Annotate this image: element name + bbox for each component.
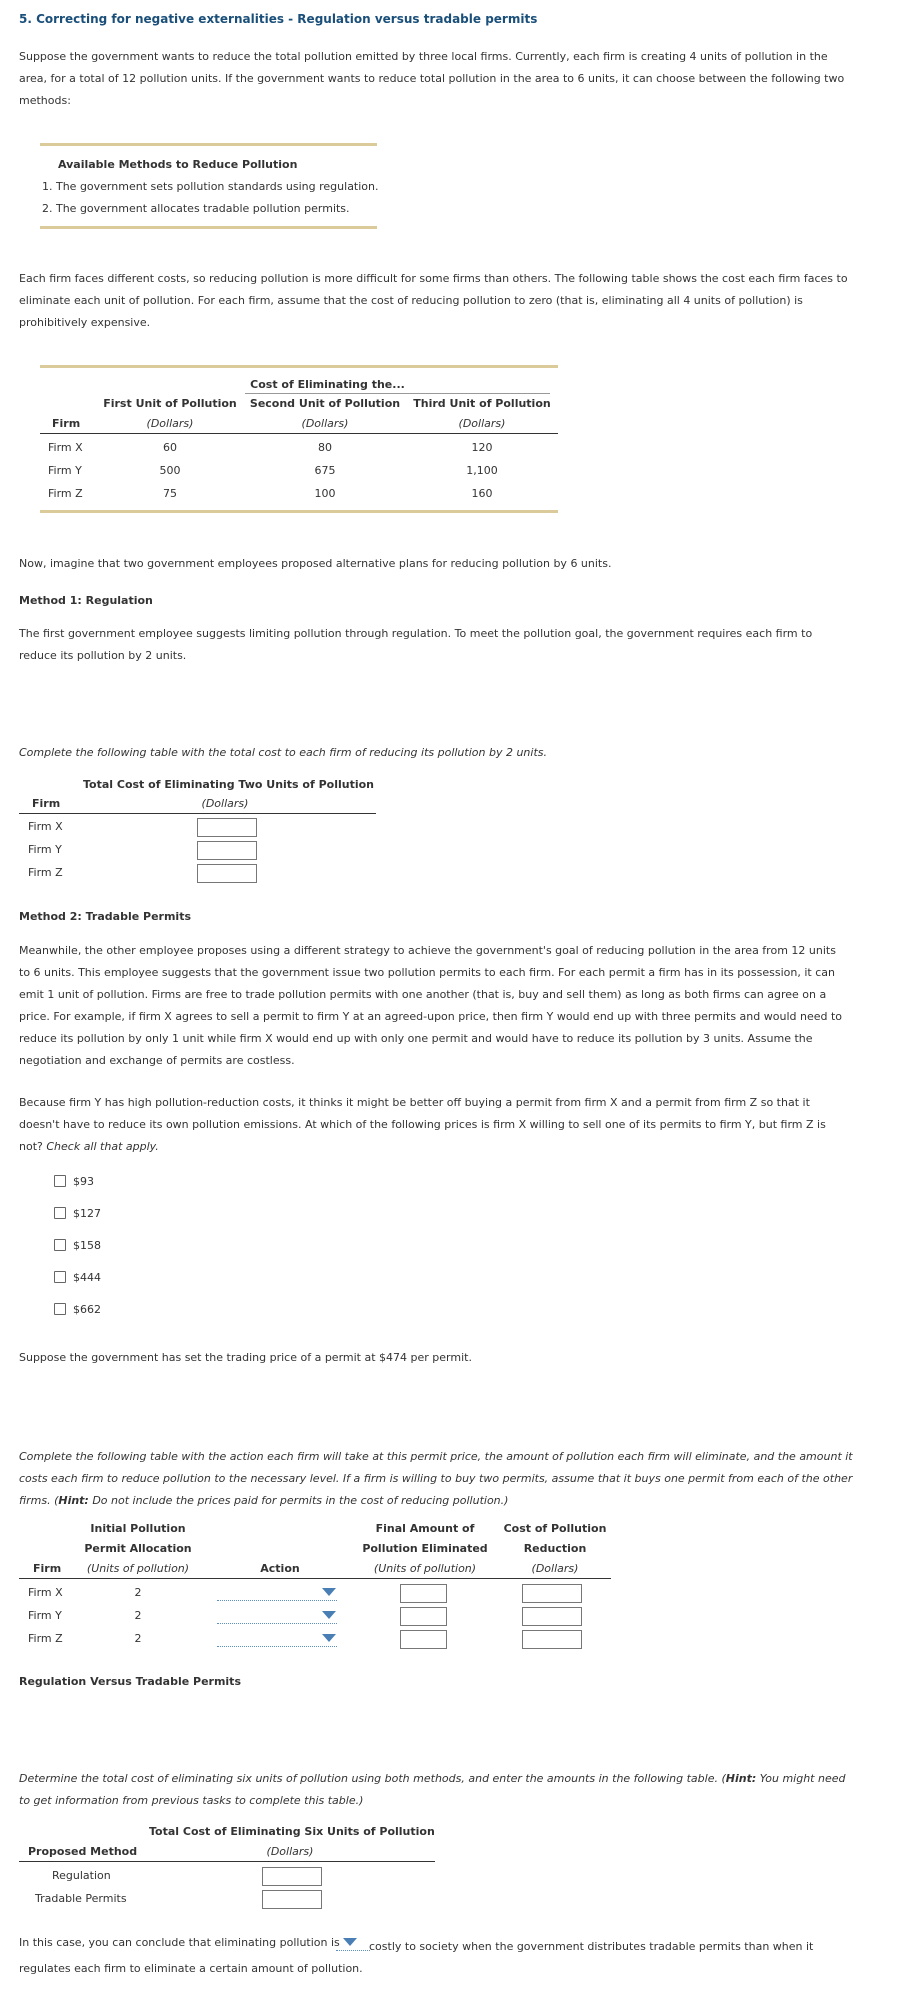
- comparison-header-rule: [19, 1861, 435, 1862]
- dropdown-arrow-icon[interactable]: [322, 1634, 336, 1642]
- permit-col-final-unit: (Units of pollution): [373, 1562, 477, 1575]
- comparison-method-label: Tradable Permits: [35, 1892, 127, 1905]
- permit-col-cost-unit: (Dollars): [531, 1562, 579, 1575]
- permit-instruction-body: Complete the following table with the action each firm will take at this permit price, the amount of pollution each firm will eliminate, and the amount it costs each firm to reduce pollution to the necessary level. If a firm is willing to buy two permits, assume that it buys one permit from each of the other firms. (: [19, 1450, 853, 1507]
- option-checkbox-127[interactable]: [54, 1207, 66, 1219]
- comparison-instruction: [19, 1768, 857, 1812]
- permit-row-alloc: 2: [134, 1632, 142, 1645]
- conclusion-before: In this case, you can conclude that eliminating pollution is: [19, 1936, 340, 1949]
- permit-hint-text: Do not include the prices paid for permits in the cost of reducing pollution.): [88, 1494, 509, 1507]
- final-eliminated-input-firm-x[interactable]: [400, 1584, 447, 1603]
- permit-col-final-line2: Pollution Eliminated: [362, 1542, 488, 1555]
- method1-instruction: Complete the following table with the total cost to each firm of reducing its pollution by 2 units.: [19, 746, 547, 759]
- method1-cost-input-firm-z[interactable]: [197, 864, 257, 883]
- method2-text: Meanwhile, the other employee proposes using a different strategy to achieve the government's goal of reducing pollution in the area from 12 units to 6 units. This employee suggests that the government issue two pollution permits to each firm. For each permit a firm has in its possession, it can emit 1 unit of pollution. Firms are free to trade pollution permits with one another (that is, buy and sell them) as long as both firms can agree on a price. For example, if firm X agrees to sell a permit to firm Y at an agreed-upon price, then firm Y would end up with three permits and would need to reduce its pollution by only 1 unit while firm X would end up with only one permit and would have to reduce its pollution by 3 units. Assume the negotiation and exchange of permits are costless.: [19, 944, 843, 1067]
- comparison-method-label: Regulation: [52, 1869, 111, 1882]
- page-title: 5. Correcting for negative externalities - Regulation versus tradable permits: [19, 12, 538, 26]
- cost-cell: 120: [471, 441, 493, 454]
- option-label[interactable]: $662: [73, 1303, 101, 1316]
- permit-row-firm: Firm X: [28, 1586, 63, 1599]
- option-checkbox-662[interactable]: [54, 1303, 66, 1315]
- method2-heading: Method 2: Tradable Permits: [19, 910, 191, 923]
- methods-box-heading: Available Methods to Reduce Pollution: [58, 158, 298, 171]
- cost-cell: 60: [163, 441, 177, 454]
- permit-col-initial-line2: Permit Allocation: [84, 1542, 192, 1555]
- comparison-hint-label: Hint:: [725, 1772, 757, 1785]
- cost-table-group-header: Cost of Eliminating the...: [250, 378, 405, 391]
- question-text: [19, 1092, 849, 1158]
- question-text-body: Because firm Y has high pollution-reduction costs, it thinks it might be better off buying a permit from firm X and a permit from firm Z so that it doesn't have to reduce its own pollution emissions. At which of the following prices is firm X willing to sell one of its permits to firm Y, but firm Z is not?: [19, 1096, 826, 1153]
- cost-cell: 500: [159, 464, 181, 477]
- cost-cell: 100: [314, 487, 336, 500]
- comparison-method-header: Proposed Method: [28, 1845, 138, 1858]
- dropdown-arrow-icon[interactable]: [322, 1611, 336, 1619]
- comparison-hint-text: You might need to get information from previous tasks to complete this table.): [19, 1772, 846, 1807]
- final-eliminated-input-firm-z[interactable]: [400, 1630, 447, 1649]
- cost-col2-header: Second Unit of Pollution: [249, 397, 401, 410]
- reduction-cost-input-firm-z[interactable]: [522, 1630, 582, 1649]
- option-label[interactable]: $158: [73, 1239, 101, 1252]
- conclusion-after: costly to society when the government distributes tradable permits than when it regulates each firm to eliminate a certain amount of pollution.: [19, 1940, 814, 1975]
- permit-row-alloc: 2: [134, 1586, 142, 1599]
- method1-cost-input-firm-x[interactable]: [197, 818, 257, 837]
- cost-row-firm: Firm Y: [48, 464, 82, 477]
- method1-firm-header: Firm: [32, 797, 61, 810]
- permit-row-firm: Firm Z: [28, 1632, 63, 1645]
- permit-col-action: Action: [260, 1562, 300, 1575]
- cost-col1-unit: (Dollars): [146, 417, 194, 430]
- dropdown-arrow-icon[interactable]: [322, 1588, 336, 1596]
- reduction-cost-input-firm-y[interactable]: [522, 1607, 582, 1626]
- cost-table-top-rule: [40, 365, 558, 368]
- option-label[interactable]: $127: [73, 1207, 101, 1220]
- method1-row-firm: Firm Z: [28, 866, 63, 879]
- comparison-unit: (Dollars): [266, 1845, 314, 1858]
- permit-col-initial-unit: (Units of pollution): [86, 1562, 190, 1575]
- method1-cost-input-firm-y[interactable]: [197, 841, 257, 860]
- method1-unit: (Dollars): [201, 797, 249, 810]
- cost-row-firm: Firm Z: [48, 487, 83, 500]
- check-all-hint: Check all that apply.: [46, 1140, 159, 1153]
- cost-table-group-rule: [245, 393, 550, 394]
- permit-col-cost-line1: Cost of Pollution: [503, 1522, 607, 1535]
- method1-row-firm: Firm X: [28, 820, 63, 833]
- action-dropdown-firm-x[interactable]: [217, 1600, 337, 1601]
- method1-table-header: Total Cost of Eliminating Two Units of Pollution: [83, 778, 375, 791]
- option-label[interactable]: $93: [73, 1175, 94, 1188]
- cost-intro-paragraph: Each firm faces different costs, so reducing pollution is more difficult for some firms than others. The following table shows the cost each firm faces to eliminate each unit of pollution. For each firm, assume that the cost of reducing pollution to zero (that is, eliminating all 4 units of pollution) is prohibitively expensive.: [19, 272, 848, 329]
- comparison-instruction-body: Determine the total cost of eliminating six units of pollution using both methods, and enter the amounts in the following table. (: [19, 1772, 726, 1785]
- permit-table-instruction: [19, 1446, 857, 1512]
- option-label[interactable]: $444: [73, 1271, 101, 1284]
- cost-cell: 80: [318, 441, 332, 454]
- imagine-text: Now, imagine that two government employees proposed alternative plans for reducing pollution by 6 units.: [19, 557, 612, 570]
- permit-row-firm: Firm Y: [28, 1609, 62, 1622]
- cost-table-bottom-rule: [40, 510, 558, 513]
- cost-cell: 160: [471, 487, 493, 500]
- cost-col3-header: Third Unit of Pollution: [413, 397, 551, 410]
- cost-col1-header: First Unit of Pollution: [103, 397, 237, 410]
- permit-row-alloc: 2: [134, 1609, 142, 1622]
- method1-row-firm: Firm Y: [28, 843, 62, 856]
- cost-cell: 75: [163, 487, 177, 500]
- permit-hint-label: Hint:: [58, 1494, 89, 1507]
- final-eliminated-input-firm-y[interactable]: [400, 1607, 447, 1626]
- price-text: Suppose the government has set the trading price of a permit at $474 per permit.: [19, 1351, 472, 1364]
- tradable-permits-total-input[interactable]: [262, 1890, 322, 1909]
- permit-table-header-rule: [19, 1578, 611, 1579]
- reduction-cost-input-firm-x[interactable]: [522, 1584, 582, 1603]
- cost-col2-unit: (Dollars): [301, 417, 349, 430]
- action-dropdown-firm-y[interactable]: [217, 1623, 337, 1624]
- methods-item-2: 2. The government allocates tradable pollution permits.: [42, 202, 350, 215]
- methods-box-bottom-rule: [40, 226, 377, 229]
- method1-text: The first government employee suggests limiting pollution through regulation. To meet the pollution goal, the government requires each firm to reduce its pollution by 2 units.: [19, 627, 813, 662]
- option-checkbox-158[interactable]: [54, 1239, 66, 1251]
- cost-cell: 1,100: [466, 464, 498, 477]
- intro-paragraph: Suppose the government wants to reduce the total pollution emitted by three local firms. Currently, each firm is creating 4 units of pollution in the area, for a total of 12 pollution units. If the government wants to reduce total pollution in the area to 6 units, it can choose between the following two methods:: [19, 50, 845, 107]
- cost-firm-header: Firm: [52, 417, 81, 430]
- permit-col-firm: Firm: [33, 1562, 62, 1575]
- cost-cell: 675: [314, 464, 336, 477]
- methods-box-top-rule: [40, 143, 377, 146]
- action-dropdown-firm-z[interactable]: [217, 1646, 337, 1647]
- comparison-table-header: Total Cost of Eliminating Six Units of Pollution: [149, 1825, 435, 1838]
- option-checkbox-444[interactable]: [54, 1271, 66, 1283]
- method1-header-rule: [19, 813, 376, 814]
- cost-row-firm: Firm X: [48, 441, 83, 454]
- comparison-heading: Regulation Versus Tradable Permits: [19, 1675, 241, 1688]
- option-checkbox-93[interactable]: [54, 1175, 66, 1187]
- methods-item-1: 1. The government sets pollution standards using regulation.: [42, 180, 379, 193]
- method1-heading: Method 1: Regulation: [19, 594, 153, 607]
- cost-table-header-rule: [40, 433, 558, 434]
- permit-col-cost-line2: Reduction: [523, 1542, 587, 1555]
- permit-col-final-line1: Final Amount of: [375, 1522, 475, 1535]
- permit-col-initial-line1: Initial Pollution: [90, 1522, 186, 1535]
- regulation-total-input[interactable]: [262, 1867, 322, 1886]
- cost-col3-unit: (Dollars): [458, 417, 506, 430]
